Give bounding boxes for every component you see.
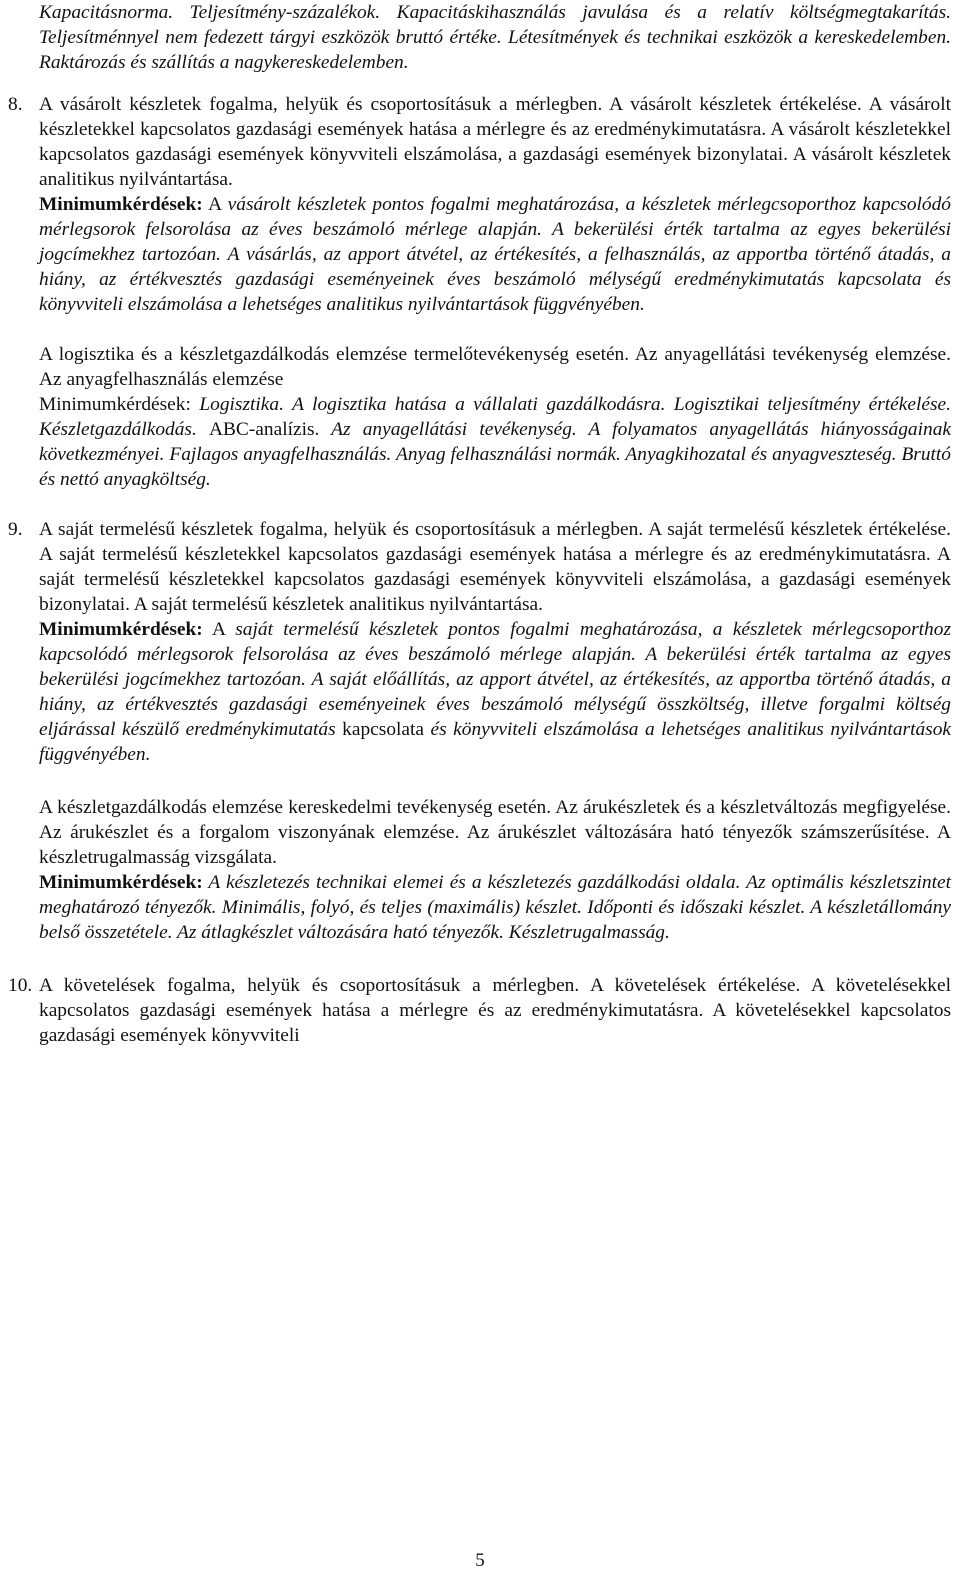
inventory-text: A készletgazdálkodás elemzése kereskedelmi tevékenység esetén. Az árukészletek és a készletváltozás megfigyelése. Az árukészlet és a forgalom viszonyának elemzése. Az árukészlet változására ható tényezők számszerűsítése. A készletrugalmasság vizsgálata. xyxy=(39,797,951,868)
minimum-text: A készletezés technikai elemei és a készletezés gazdálkodási oldala. Az optimális készletszintet meghatározó tényezők. Minimális, folyó, és teljes (maximális) készlet. Időponti és időszaki készlet. A készletállomány belső összetétele. Az átlagkészlet változására ható tényezők. Készletrugalmasság. xyxy=(39,872,951,943)
minimum-label: Minimumkérdések: xyxy=(39,619,203,640)
minimum-normal: ABC-analízis. xyxy=(208,419,320,440)
minimum-text-2: Az anyagellátási tevékenység. A folyamatos anyagellátás hiányosságainak következményei. Fajlagos anyagfelhasználás. Anyag felhasználási normák. Anyagkihozatal és anyagveszteség. Bruttó és nettó anyagköltség. xyxy=(39,419,951,490)
minimum-text-2: és könyvviteli elszámolása a lehetséges analitikus nyilvántartások függvényében. xyxy=(39,719,951,765)
section-number: 9. xyxy=(8,519,23,540)
minimum-text: saját termelésű készletek pontos fogalmi meghatározása, a készletek mérlegcsoporthoz kapcsolódó mérlegsorok felsorolása az éves beszámoló mérlege alapján. A bekerülési érték tartalma az egyes bekerülési jogcímekhez tartozóan. A saját előállítás, az apport átvétel, az értékesítés, az apportba történő átadás, a hiány, az értékvesztés gazdasági eseményeinek éves beszámoló mélységű összköltség, illetve forgalmi költség eljárással készülő eredménykimutatás xyxy=(39,619,951,740)
section-9 xyxy=(8,517,951,767)
logistics-minimum xyxy=(39,392,951,492)
section-number: 8. xyxy=(8,94,23,115)
logistics-block xyxy=(39,342,951,492)
inventory-block xyxy=(39,795,951,945)
intro-paragraph: Kapacitásnorma. Teljesítmény-százalékok. Kapacitáskihasználás javulása és a relatív költségmegtakarítás. Teljesítménnyel nem fedezett tárgyi eszközök bruttó értéke. Létesítmények és technikai eszközök a kereskedelemben. Raktározás és szállítás a nagykereskedelemben. xyxy=(39,2,951,73)
logistics-text: A logisztika és a készletgazdálkodás elemzése termelőtevékenység esetén. Az anyagellátási tevékenység elemzése. Az anyagfelhasználás elemzése xyxy=(39,344,951,390)
section-8-text: A vásárolt készletek fogalma, helyük és csoportosításuk a mérlegben. A vásárolt készletek értékelése. A vásárolt készletekkel kapcsolatos gazdasági események hatása a mérlegre és az eredménykimutatásra. A vásárolt készletekkel kapcsolatos gazdasági események könyvviteli elszámolása, a gazdasági események bizonylatai. A vásárolt készletek analitikus nyilvántartása. xyxy=(39,94,951,190)
minimum-text: Logisztika. A logisztika hatása a vállalati gazdálkodásra. Logisztikai teljesítmény értékelése. Készletgazdálkodás. xyxy=(39,394,951,440)
section-8 xyxy=(8,92,951,317)
minimum-text: vásárolt készletek pontos fogalmi meghatározása, a készletek mérlegcsoporthoz kapcsolódó mérlegsorok felsorolása az éves beszámoló mérlege alapján. A bekerülési érték tartalma az egyes bekerülési jogcímekhez tartozóan. A vásárlás, az apport átvétel, az értékesítés, a felhasználás, az apportba történő átadás, a hiány, az értékvesztés gazdasági eseményeinek éves beszámoló mélységű eredménykimutatás kapcsolata és könyvviteli elszámolása a lehetséges analitikus nyilvántartások függvényében. xyxy=(39,194,951,315)
section-number: 10. xyxy=(8,975,33,996)
section-10 xyxy=(8,973,951,1048)
minimum-normal: kapcsolata xyxy=(335,719,424,740)
section-9-minimum xyxy=(39,617,951,767)
section-9-text: A saját termelésű készletek fogalma, helyük és csoportosításuk a mérlegben. A saját termelésű készletek értékelése. A saját termelésű készletekkel kapcsolatos gazdasági események hatása a mérlegre és az eredménykimutatásra. A saját termelésű készletekkel kapcsolatos gazdasági események könyvviteli elszámolása, a gazdasági események bizonylatai. A saját termelésű készletek analitikus nyilvántartása. xyxy=(39,519,951,615)
minimum-lead: A xyxy=(202,619,236,640)
page-number: 5 xyxy=(475,1550,485,1571)
inventory-minimum xyxy=(39,870,951,945)
minimum-label: Minimumkérdések: xyxy=(39,394,191,415)
minimum-lead: A xyxy=(202,194,228,215)
minimum-label: Minimumkérdések: xyxy=(39,194,203,215)
minimum-label: Minimumkérdések: xyxy=(39,872,203,893)
document-page xyxy=(8,0,951,1048)
section-10-text: A követelések fogalma, helyük és csoportosításuk a mérlegben. A követelések értékelése. A követelésekkel kapcsolatos gazdasági események hatása a mérlegre és az eredménykimutatásra. A követelésekkel kapcsolatos gazdasági események könyvviteli xyxy=(39,975,951,1046)
section-8-minimum xyxy=(39,192,951,317)
